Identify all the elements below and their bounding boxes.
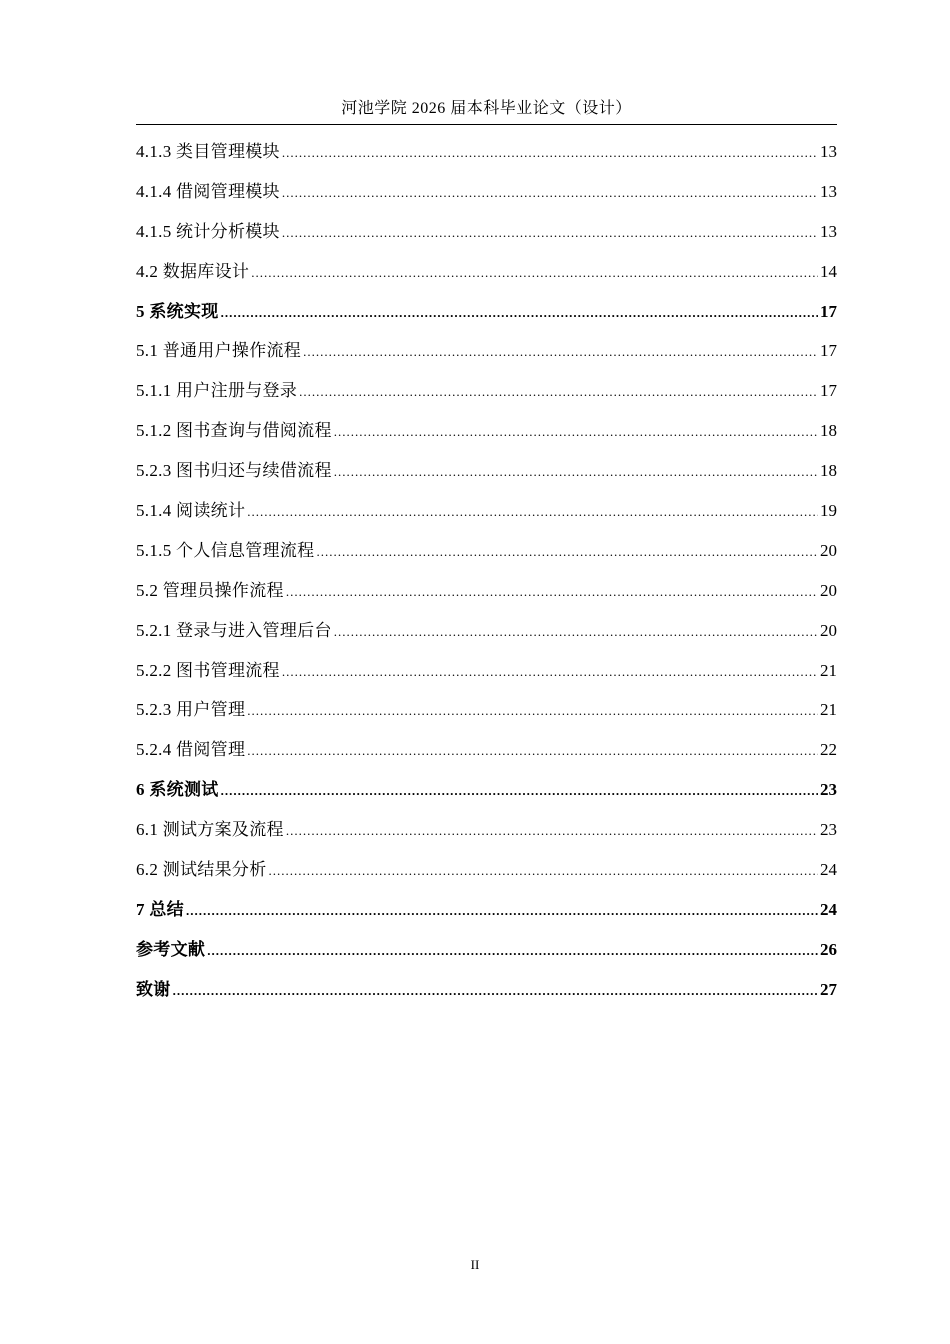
toc-entry-page: 17: [820, 301, 837, 321]
toc-leader-dots: [286, 820, 818, 842]
toc-entry[interactable]: [136, 660, 837, 700]
toc-entry-page: 24: [820, 860, 837, 880]
toc-leader-dots: [334, 421, 818, 443]
toc-entry[interactable]: [136, 620, 837, 660]
toc-entry-page: 13: [820, 142, 837, 161]
toc-entry-page: 14: [820, 261, 837, 281]
toc-entry[interactable]: [136, 221, 837, 261]
toc-entry-label: 4.1.5 统计分析模块: [136, 221, 280, 241]
toc-entry-label: 5.2.3 图书归还与续借流程: [136, 461, 332, 481]
toc-leader-dots: [173, 980, 818, 1002]
toc-entry-label: 致谢: [136, 979, 171, 999]
toc-entry[interactable]: [136, 819, 837, 859]
toc-entry-page: 22: [820, 740, 837, 760]
toc-entry[interactable]: [136, 340, 837, 380]
toc-leader-dots: [334, 461, 818, 483]
toc-entry[interactable]: [136, 540, 837, 580]
toc-leader-dots: [247, 700, 818, 722]
toc-entry-page: 21: [820, 700, 837, 720]
toc-leader-dots: [247, 740, 818, 762]
toc-leader-dots: [282, 222, 818, 244]
toc-leader-dots: [269, 860, 819, 882]
toc-entry-label: 5.1.1 用户注册与登录: [136, 381, 298, 401]
toc-entry-page: 26: [820, 939, 837, 959]
toc-entry[interactable]: [136, 380, 837, 420]
toc-entry[interactable]: [136, 739, 837, 779]
toc-entry-label: 5.2 管理员操作流程: [136, 580, 284, 600]
toc-entry[interactable]: [136, 580, 837, 620]
toc-entry-page: 20: [820, 540, 837, 560]
toc-entry-label: 5.2.4 借阅管理: [136, 740, 246, 760]
toc-entry-page: 27: [820, 979, 837, 999]
toc-entry[interactable]: [136, 699, 837, 739]
toc-entry-page: 20: [820, 620, 837, 640]
toc-entry-page: 23: [820, 820, 837, 840]
toc-entry[interactable]: [136, 500, 837, 540]
toc-entry-label: 5.2.1 登录与进入管理后台: [136, 620, 332, 640]
toc-leader-dots: [251, 262, 818, 284]
toc-leader-dots: [299, 381, 818, 403]
toc-leader-dots: [286, 581, 818, 603]
toc-leader-dots: [282, 182, 818, 204]
toc-entry[interactable]: [136, 420, 837, 460]
toc-entry-page: 21: [820, 660, 837, 680]
toc-entry-label: 5.2.2 图书管理流程: [136, 660, 280, 680]
toc-entry[interactable]: [136, 939, 837, 979]
toc-entry[interactable]: [136, 859, 837, 899]
toc-entry-page: 20: [820, 580, 837, 600]
toc-leader-dots: [207, 940, 818, 962]
toc-entry-label: 4.2 数据库设计: [136, 261, 250, 281]
toc-leader-dots: [316, 541, 818, 563]
toc-entry-label: 4.1.4 借阅管理模块: [136, 181, 280, 201]
header-rule: [136, 124, 837, 125]
toc-entry-label: 参考文献: [136, 939, 206, 959]
toc-entry-label: 4.1.3 类目管理模块: [136, 142, 280, 161]
toc-leader-dots: [282, 661, 818, 683]
toc-entry-page: 17: [820, 341, 837, 361]
toc-entry-label: 6.1 测试方案及流程: [136, 820, 284, 840]
toc-entry[interactable]: [136, 460, 837, 500]
toc-entry-page: 24: [820, 899, 837, 919]
toc-leader-dots: [303, 341, 818, 363]
toc-entry[interactable]: [136, 899, 837, 939]
toc-entry-label: 5.1.4 阅读统计: [136, 501, 246, 521]
toc-entry-page: 23: [820, 780, 837, 800]
toc-entry-label: 5.2.3 用户管理: [136, 700, 246, 720]
toc-entry-label: 5 系统实现: [136, 301, 219, 321]
table-of-contents: [136, 141, 837, 1019]
toc-entry-label: 5.1.5 个人信息管理流程: [136, 540, 315, 560]
toc-entry-page: 13: [820, 181, 837, 201]
toc-leader-dots: [282, 142, 818, 164]
toc-entry[interactable]: [136, 301, 837, 341]
toc-entry-label: 5.1 普通用户操作流程: [136, 341, 302, 361]
toc-entry[interactable]: [136, 141, 837, 181]
toc-entry-label: 5.1.2 图书查询与借阅流程: [136, 421, 332, 441]
toc-entry[interactable]: [136, 261, 837, 301]
toc-entry-label: 6.2 测试结果分析: [136, 860, 267, 880]
toc-leader-dots: [221, 302, 818, 324]
toc-entry-label: 6 系统测试: [136, 780, 219, 800]
page-header-title: 河池学院 2026 届本科毕业论文（设计）: [341, 100, 632, 117]
toc-entry[interactable]: [136, 979, 837, 1019]
toc-entry[interactable]: [136, 779, 837, 819]
toc-entry-label: 7 总结: [136, 899, 184, 919]
toc-leader-dots: [186, 900, 818, 922]
toc-leader-dots: [334, 621, 818, 643]
toc-entry-page: 17: [820, 381, 837, 401]
page-number: II: [470, 1257, 480, 1272]
toc-entry-page: 18: [820, 421, 837, 441]
toc-entry-page: 19: [820, 501, 837, 521]
toc-leader-dots: [247, 501, 818, 523]
toc-entry[interactable]: [136, 181, 837, 221]
toc-entry-page: 18: [820, 461, 837, 481]
toc-leader-dots: [221, 780, 818, 802]
toc-entry-page: 13: [820, 221, 837, 241]
